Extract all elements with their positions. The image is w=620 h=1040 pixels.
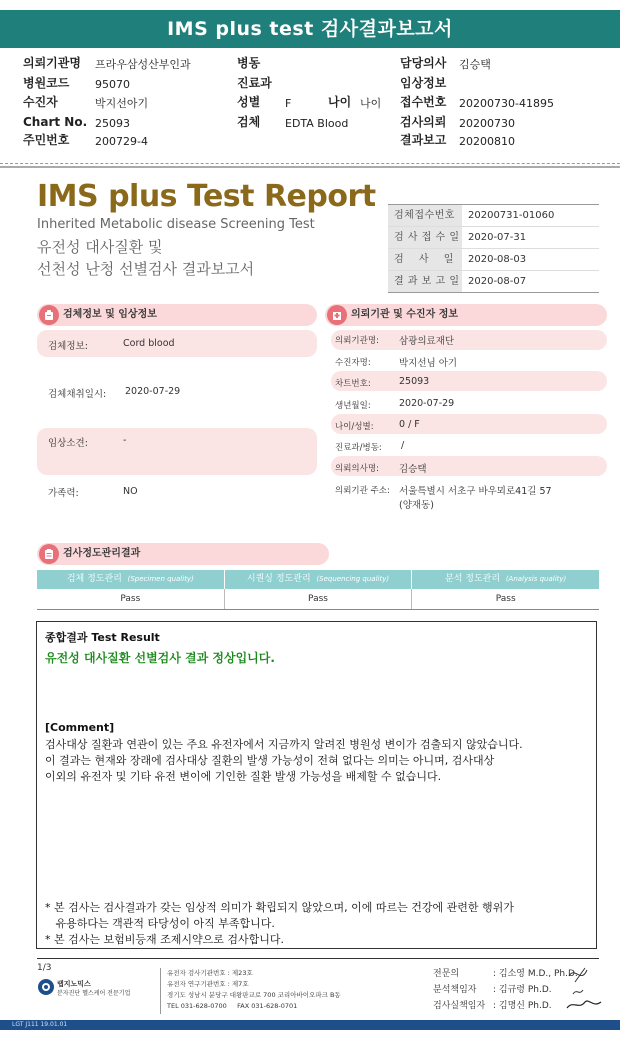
col-name: 시퀀싱 정도관리 <box>246 574 311 584</box>
signer-role: 전문의 <box>433 969 460 979</box>
signer-role: 분석책임자 <box>433 985 477 995</box>
note-line: * 본 검사는 검사결과가 갖는 임상적 의미가 확립되지 않았으며, 이에 따르는 건강에 관련한 행위가 <box>45 901 514 914</box>
age-label: 나이 <box>328 95 352 109</box>
field-label: 진료과/병동: <box>335 443 382 453</box>
field-label: 차트번호: <box>335 379 371 389</box>
meta-row <box>388 205 599 227</box>
quality-value: Pass <box>225 589 413 609</box>
doctor-value: 김승택 <box>459 58 491 71</box>
hospital-name-label: 의뢰기관명 <box>23 56 81 70</box>
comment-text <box>45 737 593 785</box>
comment-line: 이외의 유전자 및 기타 유전 변이에 기인한 질환 발생 가능성을 배제할 수 없습니다. <box>45 770 442 783</box>
field-value: 서울특별시 서초구 바우뫼로41길 57 <box>399 486 552 497</box>
divider-dashed <box>0 163 620 164</box>
result-report-value: 20200810 <box>459 135 515 148</box>
quality-table-header <box>37 570 599 589</box>
patient-label: 수진자 <box>23 95 58 109</box>
patient-value: 박지선아기 <box>95 97 149 110</box>
specimen-label: 검체 <box>237 115 261 129</box>
meta-value: 2020-08-03 <box>468 254 527 265</box>
meta-value: 20200731-01060 <box>468 210 555 221</box>
test-result-normal: 유전성 대사질환 선별검사 결과 정상입니다. <box>45 651 275 665</box>
field-label: 의뢰기관명: <box>335 336 379 346</box>
signer-name: : 김소영 M.D., Ph.D. <box>493 969 578 979</box>
meta-label: 검 사 일 <box>388 249 462 270</box>
ward-label: 병동 <box>237 56 261 70</box>
meta-label: 검체접수번호 <box>388 205 462 226</box>
signer-name: : 김명신 Ph.D. <box>493 1001 552 1011</box>
sex-value: F <box>285 97 292 110</box>
divider-solid <box>0 166 620 168</box>
quality-section-title: 검사정도관리결과 <box>63 548 141 559</box>
company-name: 랩지노믹스 <box>57 980 91 988</box>
result-report-label: 결과보고 <box>400 133 447 147</box>
document-icon <box>39 305 59 325</box>
signer-name: : 김규령 Ph.D. <box>493 985 552 995</box>
field-value: 0 / F <box>399 419 420 430</box>
field-label: 임상소견: <box>48 438 88 449</box>
chart-no-value: 25093 <box>95 117 130 130</box>
field-value: / <box>401 440 405 451</box>
clipboard-icon <box>39 544 59 564</box>
report-subtitle: Inherited Metabolic disease Screening Test <box>37 217 315 232</box>
receipt-no-label: 접수번호 <box>400 95 447 109</box>
report-korean-title-line1: 유전성 대사질환 및 <box>37 238 163 256</box>
report-korean-title-line2: 선천성 난청 선별검사 결과보고서 <box>37 260 255 278</box>
field-value: - <box>123 435 127 446</box>
institution-line: 유전자 검사기관번호 : 제23호 <box>167 969 253 977</box>
meta-label: 결 과 보 고 일 <box>388 271 462 292</box>
age-value: 나이 <box>360 97 382 110</box>
chart-no-label: Chart No. <box>23 115 88 129</box>
resident-no-label: 주민번호 <box>23 133 70 147</box>
note-line: * 본 검사는 보험비등재 조제시약으로 검사합니다. <box>45 933 284 946</box>
signers-block <box>433 966 578 1014</box>
field-label: 나이/성별: <box>335 422 374 432</box>
field-value: 김승택 <box>399 464 427 475</box>
signer-role: 검사실책임자 <box>433 1001 486 1011</box>
requester-section-header <box>325 304 607 326</box>
field-value: Cord blood <box>123 338 175 349</box>
test-result-box <box>36 621 597 949</box>
col-name: 분석 정도관리 <box>445 574 501 584</box>
col-en: (Specimen quality) <box>127 575 194 583</box>
doctor-label: 담당의사 <box>400 56 447 70</box>
bottom-bar <box>0 1020 620 1030</box>
patient-info-header <box>0 0 620 160</box>
footer-divider <box>37 958 599 959</box>
report-header-title: IMS plus test 검사결과보고서 <box>167 18 453 40</box>
meta-label: 검 사 접 수 일 <box>388 227 462 248</box>
col-en: (Analysis quality) <box>505 575 567 583</box>
hospital-code-value: 95070 <box>95 78 130 91</box>
footer-vertical-divider <box>160 968 161 1014</box>
comment-line: 검사대상 질환과 연관이 있는 주요 유전자에서 지금까지 알려진 병원성 변이가 검출되지 않았습니다. <box>45 738 523 751</box>
quality-col-sequencing <box>225 570 413 589</box>
sex-label: 성별 <box>237 95 261 109</box>
specimen-section-header <box>37 304 317 326</box>
page-number: 1/3 <box>37 963 52 973</box>
quality-section-header <box>37 543 329 565</box>
comment-line: 이 결과는 현재와 장래에 검사대상 질환의 발생 가능성이 전혀 없다는 의미는 아니며, 검사대상 <box>45 754 495 767</box>
meta-row <box>388 249 599 271</box>
clinical-info-label: 임상정보 <box>400 76 447 90</box>
quality-value: Pass <box>495 594 516 604</box>
institution-info <box>167 968 341 1012</box>
signature-icon <box>565 962 605 1014</box>
request-date-value: 20200730 <box>459 117 515 130</box>
hospital-name-value: 프라우삼성산부인과 <box>95 58 191 71</box>
field-value: 2020-07-29 <box>399 398 455 409</box>
institution-line: 유전자 연구기관번호 : 제7호 <box>167 980 249 988</box>
field-value: NO <box>123 486 138 497</box>
report-meta-table <box>388 204 599 293</box>
report-title: IMS plus Test Report <box>37 179 376 214</box>
field-value: 25093 <box>399 376 430 387</box>
resident-no-value: 200729-4 <box>95 135 148 148</box>
test-result-title: 종합결과 Test Result <box>45 631 160 644</box>
field-label: 검체채취일시: <box>48 389 107 400</box>
quality-col-specimen <box>37 570 225 589</box>
meta-value: 2020-08-07 <box>468 276 527 287</box>
meta-value: 2020-07-31 <box>468 232 527 243</box>
field-value: (양재동) <box>399 500 434 511</box>
comment-header: [Comment] <box>45 721 115 734</box>
field-value: 박지선님 아기 <box>399 358 458 369</box>
specimen-value: EDTA Blood <box>285 117 349 130</box>
receipt-no-value: 20200730-41895 <box>459 97 554 110</box>
field-label: 가족력: <box>48 488 79 499</box>
field-value: 2020-07-29 <box>125 386 181 397</box>
note-line: 유용하다는 객관적 타당성이 아직 부족합니다. <box>45 917 275 930</box>
field-label: 검체정보: <box>48 341 88 352</box>
request-date-label: 검사의뢰 <box>400 115 447 129</box>
department-label: 진료과 <box>237 76 272 90</box>
specimen-section-title: 검체정보 및 임상정보 <box>63 309 157 320</box>
quality-table <box>37 570 599 610</box>
quality-col-analysis <box>412 570 599 589</box>
institution-line: TEL 031-628-0700 FAX 031-628-0701 <box>167 1002 298 1010</box>
col-name: 검체 정도관리 <box>66 574 122 584</box>
quality-table-row <box>37 589 599 610</box>
bottom-code: LGT J111 19.01.01 <box>12 1021 68 1028</box>
field-value: 삼광의료재단 <box>399 336 455 347</box>
meta-row <box>388 271 599 292</box>
field-label: 수진자명: <box>335 358 371 368</box>
field-label: 의뢰의사명: <box>335 464 379 474</box>
col-en: (Sequencing quality) <box>316 575 390 583</box>
meta-row <box>388 227 599 249</box>
hospital-code-label: 병원코드 <box>23 76 70 90</box>
requester-row-bg <box>331 371 607 391</box>
field-label: 생년월일: <box>335 401 371 411</box>
quality-value: Pass <box>37 589 225 609</box>
requester-section-title: 의뢰기관 및 수진자 정보 <box>351 309 459 320</box>
hospital-icon <box>327 305 347 325</box>
company-logo-icon <box>38 979 54 995</box>
institution-line: 경기도 성남시 분당구 대왕판교로 700 코리아바이오파크 B동 <box>167 991 341 999</box>
company-tagline: 분자진단 헬스케어 전문기업 <box>57 990 131 997</box>
field-label: 의뢰기관 주소: <box>335 486 390 496</box>
